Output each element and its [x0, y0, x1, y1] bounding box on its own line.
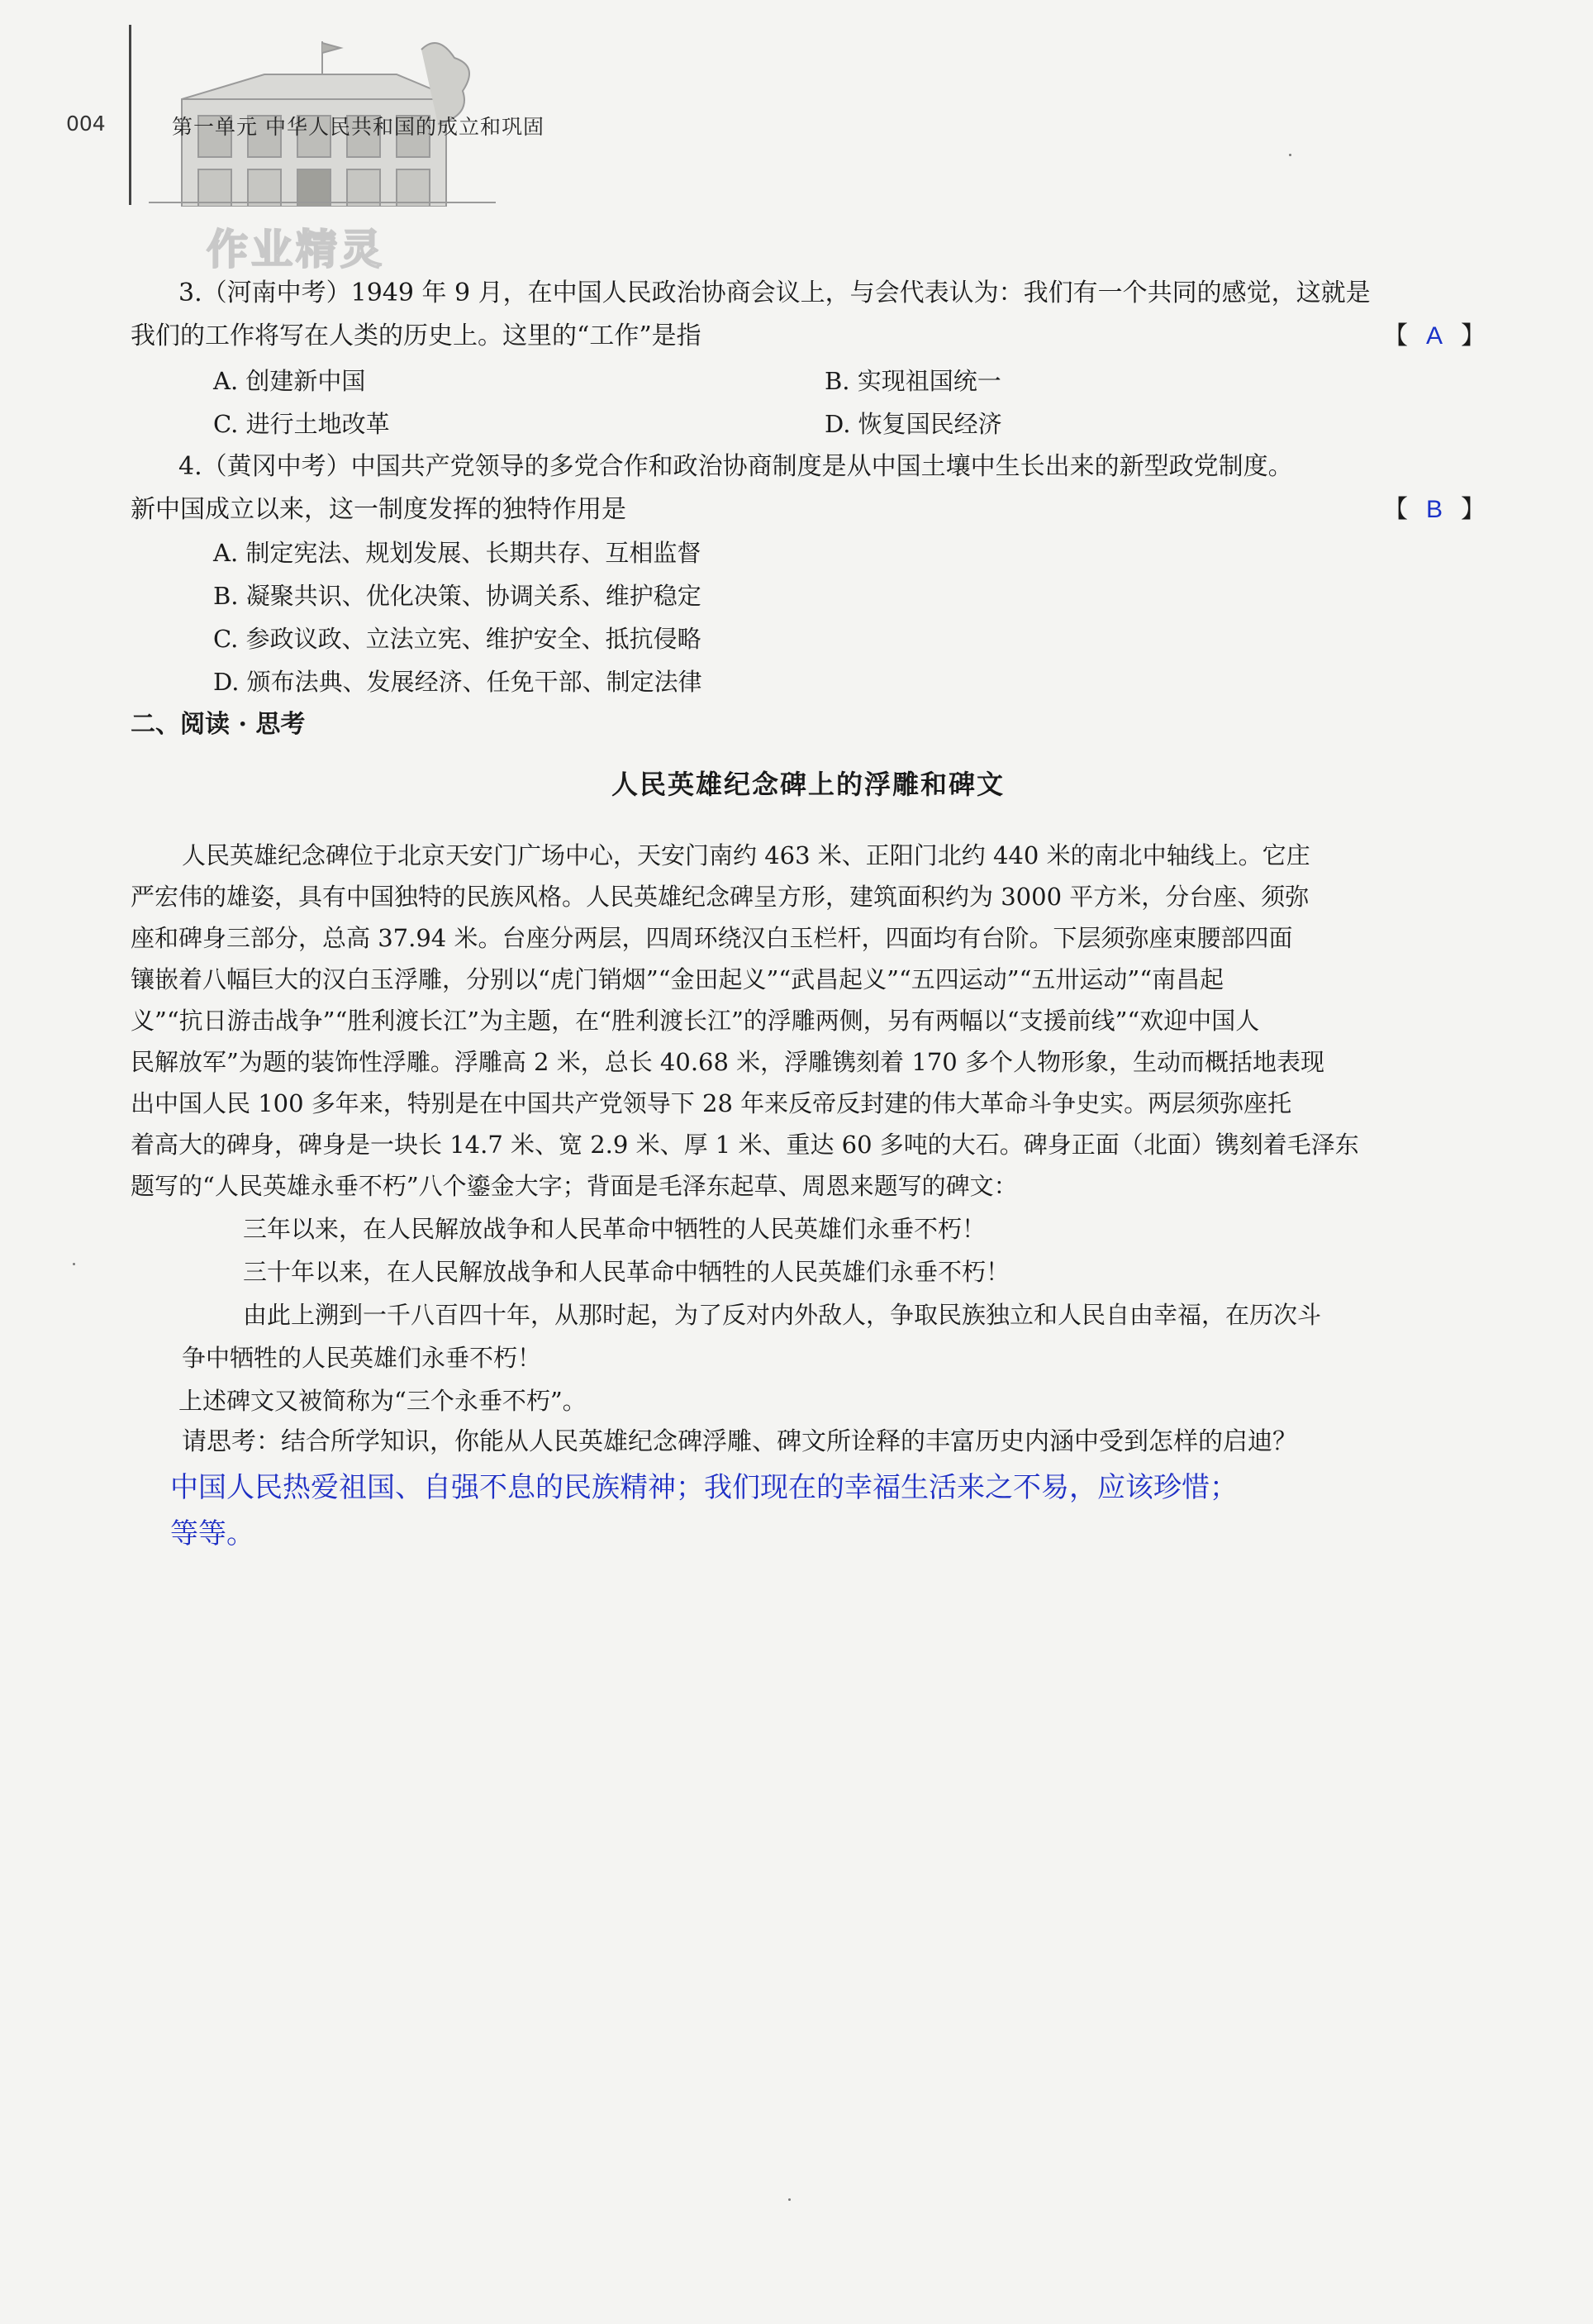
paragraph-line: 民解放军”为题的装饰性浮雕。浮雕高 2 米，总长 40.68 米，浮雕镌刻着 170 多个人物形象，生动而概括地表现: [131, 1048, 1324, 1076]
question-3-option-c: C. 进行土地改革: [213, 410, 390, 438]
question-3-line-1: 3.（河南中考）1949 年 9 月，在中国人民政治协商会议上，与会代表认为：我们有一个共同的感觉，这就是: [178, 279, 1371, 307]
question-3-answer-box: [1383, 320, 1486, 353]
question-3-answer: A: [1425, 322, 1443, 350]
paragraph-line: 镶嵌着八幅巨大的汉白玉浮雕，分别以“虎门销烟”“金田起义”“武昌起义”“五四运动”“五卅运动”“南昌起: [131, 965, 1224, 993]
question-4-option-b: B. 凝聚共识、优化决策、协调关系、维护稳定: [213, 582, 701, 610]
inscription-line: 由此上溯到一千八百四十年，从那时起，为了反对内外敌人，争取民族独立和人民自由幸福，在历次斗: [243, 1301, 1322, 1329]
inscription-line: 争中牺牲的人民英雄们永垂不朽！: [182, 1344, 542, 1372]
inscription-line: 三年以来，在人民解放战争和人民革命中牺牲的人民英雄们永垂不朽！: [243, 1215, 987, 1243]
section-heading: 二、阅读 · 思考: [131, 710, 306, 739]
question-4-answer: B: [1425, 496, 1443, 523]
paragraph-line: 出中国人民 100 多年来，特别是在中国共产党领导下 28 年来反帝反封建的伟大革命斗争史实。两层须弥座托: [131, 1089, 1292, 1117]
unit-title: 第一单元 中华人民共和国的成立和巩固: [172, 115, 544, 139]
question-3-line-2: 我们的工作将写在人类的历史上。这里的“工作”是指: [131, 321, 701, 350]
question-4-option-d: D. 颁布法典、发展经济、任免干部、制定法律: [213, 668, 702, 696]
question-3-option-b: B. 实现祖国统一: [825, 367, 1001, 395]
bracket-open: 【: [1382, 321, 1408, 350]
bracket-close: 】: [1461, 321, 1486, 350]
bracket-open: 【: [1382, 495, 1408, 524]
inscription-summary: 上述碑文又被简称为“三个永垂不朽”。: [178, 1387, 587, 1415]
bracket-close: 】: [1461, 495, 1486, 524]
paragraph-line: 人民英雄纪念碑位于北京天安门广场中心，天安门南约 463 米、正阳门北约 440 米的南北中轴线上。它庄: [182, 841, 1310, 869]
reflection-prompt: 请思考：结合所学知识，你能从人民英雄纪念碑浮雕、碑文所诠释的丰富历史内涵中受到怎样的启迪？: [182, 1427, 1297, 1456]
header-divider: [129, 25, 131, 205]
page-number: 004: [66, 112, 106, 136]
inscription-line: 三十年以来，在人民解放战争和人民革命中牺牲的人民英雄们永垂不朽！: [243, 1258, 1010, 1286]
question-4-line-1: 4.（黄冈中考）中国共产党领导的多党合作和政治协商制度是从中国土壤中生长出来的新型政党制度。: [178, 452, 1293, 481]
paragraph-line: 着高大的碑身，碑身是一块长 14.7 米、宽 2.9 米、厚 1 米、重达 60 多吨的大石。碑身正面（北面）镌刻着毛泽东: [131, 1131, 1359, 1159]
question-4-option-a: A. 制定宪法、规划发展、长期共存、互相监督: [213, 539, 701, 567]
article-title: 人民英雄纪念碑上的浮雕和碑文: [611, 769, 1005, 800]
paper-speck: [1289, 154, 1291, 156]
paragraph-line: 严宏伟的雄姿，具有中国独特的民族风格。人民英雄纪念碑呈方形，建筑面积约为 3000 平方米，分台座、须弥: [131, 883, 1310, 911]
handwritten-answer-line: 等等。: [170, 1519, 254, 1550]
paragraph-line: 题写的“人民英雄永垂不朽”八个鎏金大字；背面是毛泽东起草、周恩来题写的碑文：: [131, 1172, 1018, 1200]
paper-speck: [788, 2198, 791, 2201]
paragraph-line: 座和碑身三部分，总高 37.94 米。台座分两层，四周环绕汉白玉栏杆，四面均有台阶。下层须弥座束腰部四面: [131, 924, 1293, 952]
paragraph-line: 义”“抗日游击战争”“胜利渡长江”为主题，在“胜利渡长江”的浮雕两侧，另有两幅以“支援前线”“欢迎中国人: [131, 1007, 1260, 1035]
watermark: 作业精灵: [207, 226, 385, 274]
paper-speck: [73, 1263, 75, 1265]
question-3-option-d: D. 恢复国民经济: [825, 410, 1002, 438]
question-4-line-2: 新中国成立以来，这一制度发挥的独特作用是: [131, 495, 626, 524]
question-4-answer-box: [1383, 493, 1486, 526]
question-3-option-a: A. 创建新中国: [213, 367, 366, 395]
handwritten-answer-line: 中国人民热爱祖国、自强不息的民族精神；我们现在的幸福生活来之不易，应该珍惜；: [170, 1473, 1238, 1503]
question-4-option-c: C. 参政议政、立法立宪、维护安全、抵抗侵略: [213, 625, 701, 653]
